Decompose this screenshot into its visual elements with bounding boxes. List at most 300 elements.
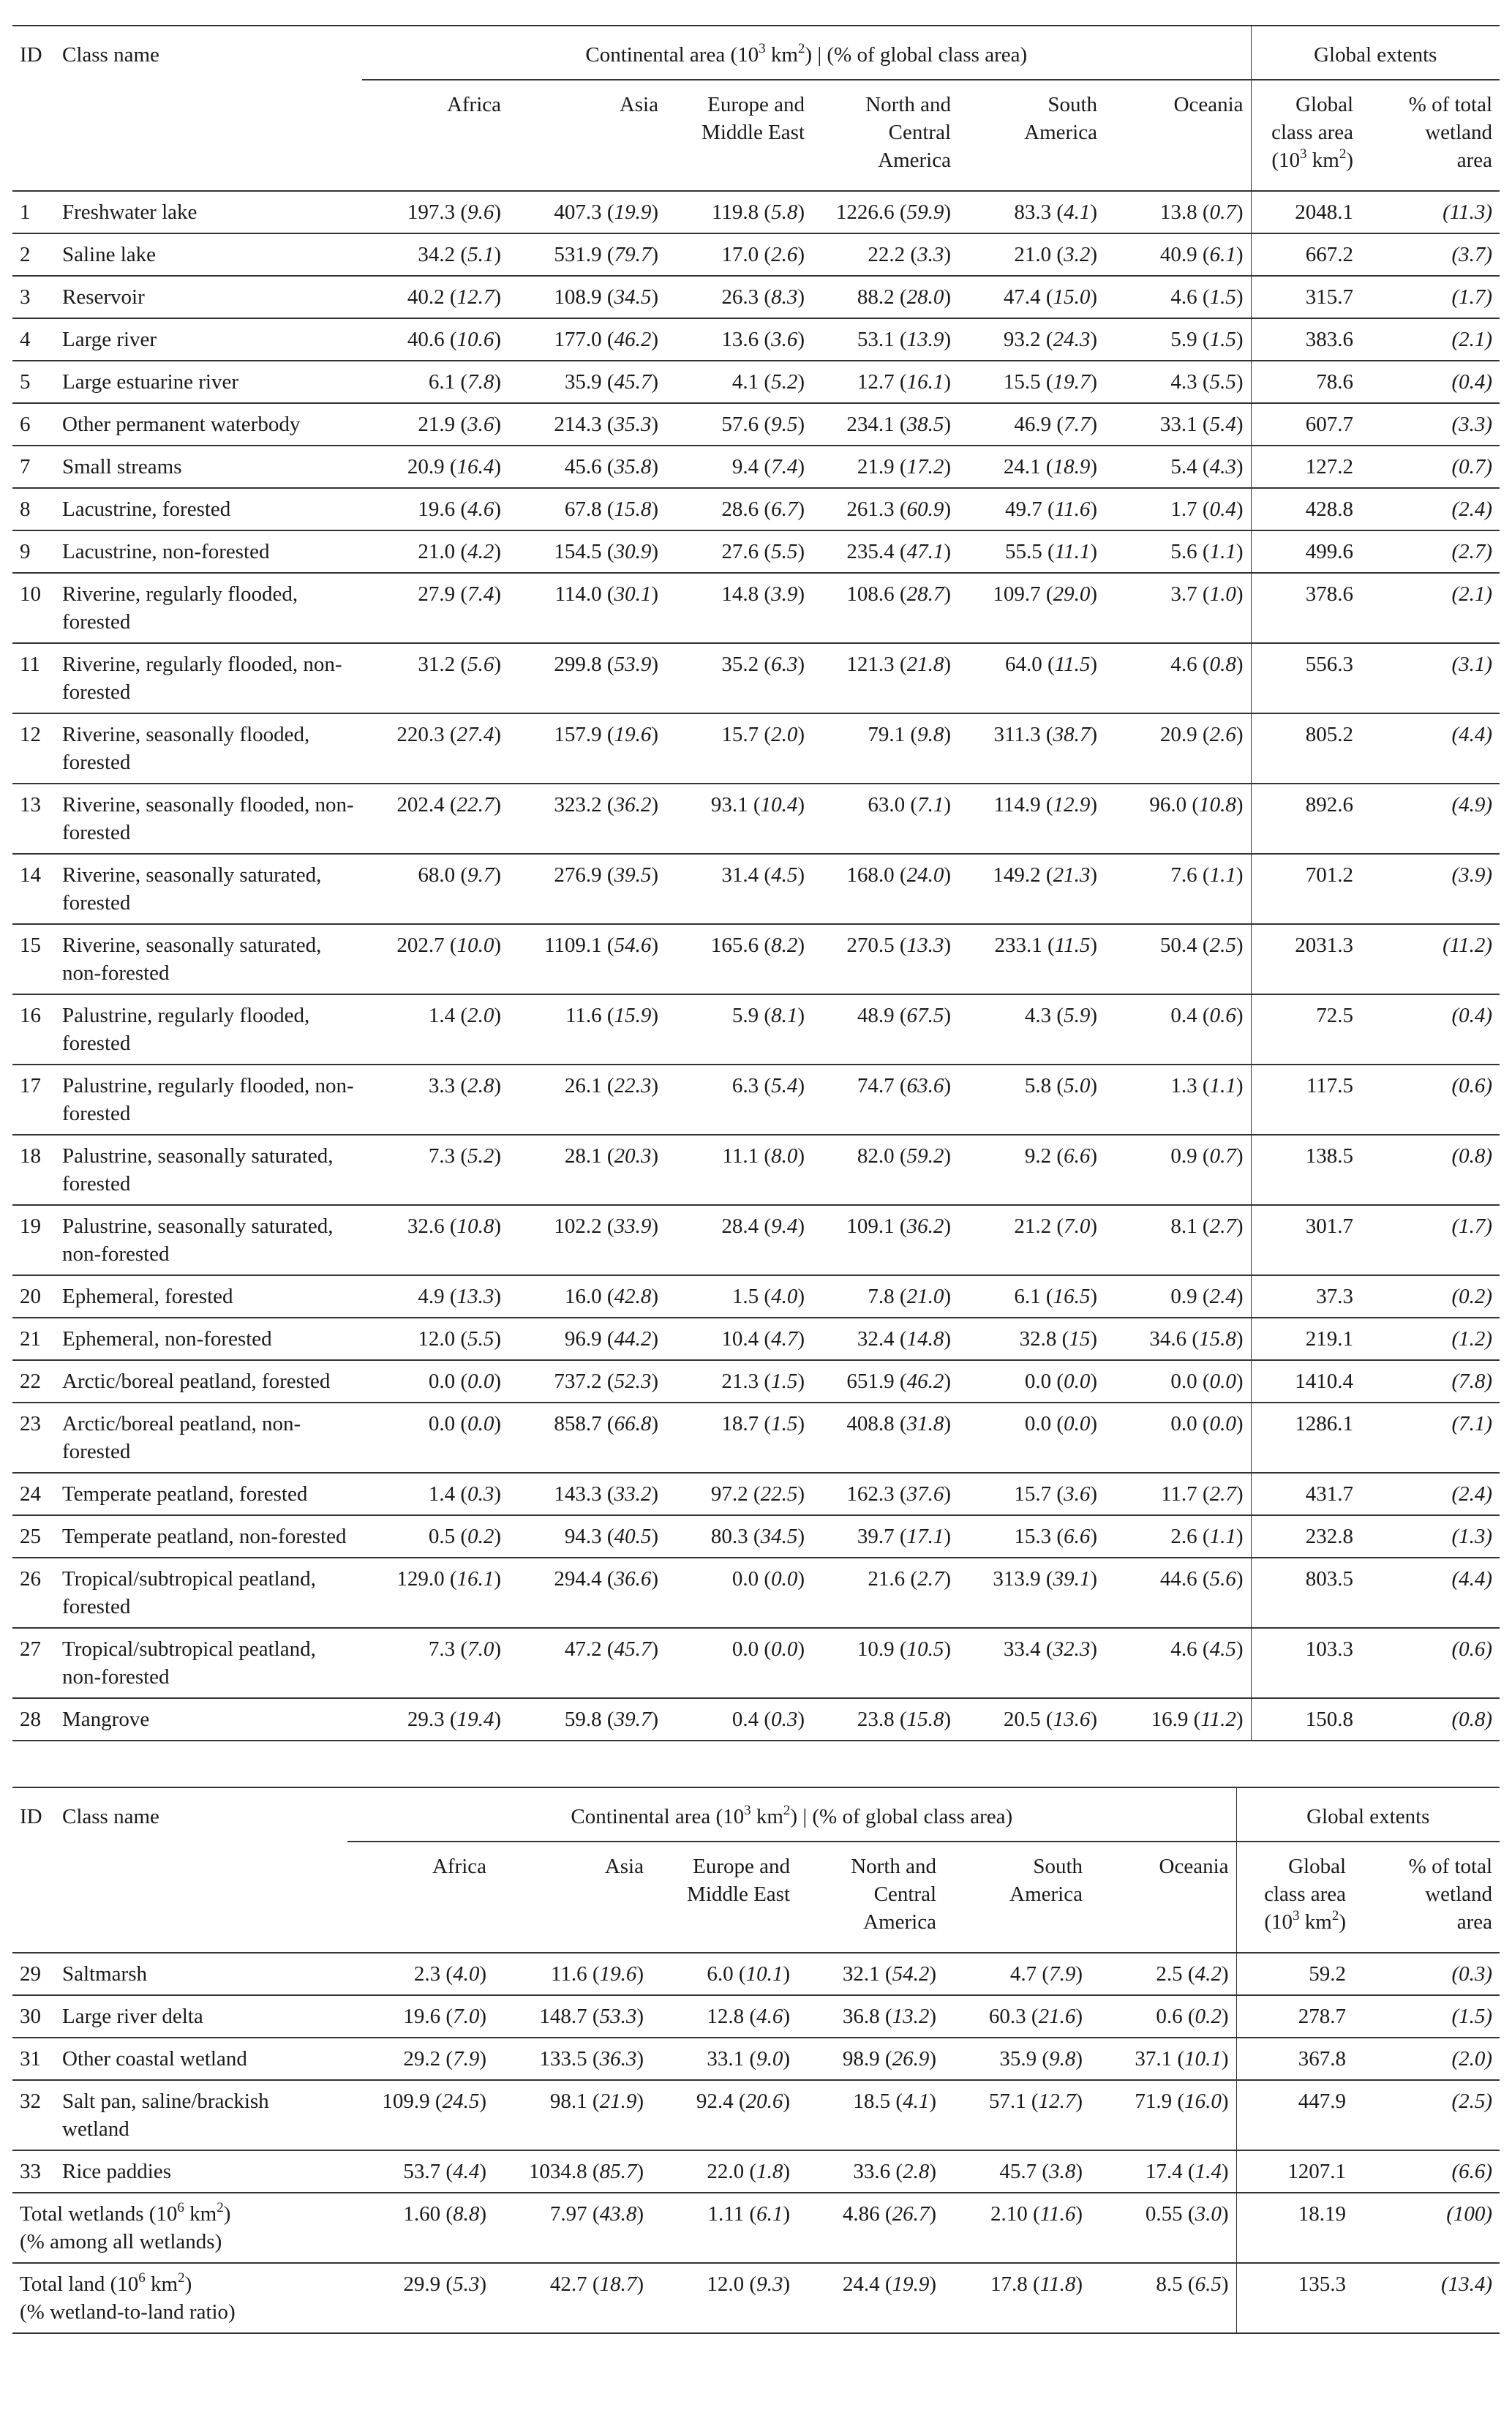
percent-value: 11.6	[1054, 498, 1091, 521]
area-value-cell: 17.8 (11.8)	[944, 2263, 1090, 2333]
percent-value: 33.9	[614, 1215, 652, 1238]
area-value-cell: 92.4 (20.6)	[651, 2080, 797, 2150]
area-value-cell: 4.86 (26.7)	[797, 2193, 944, 2263]
percent-value: 13.9	[906, 328, 944, 351]
area-value-cell: 220.3 (27.4)	[362, 713, 508, 784]
area-value: 9.4	[731, 455, 759, 478]
area-value: 0.9	[1170, 1144, 1197, 1168]
global-class-area: 805.2	[1251, 713, 1361, 784]
percent-value: 14.8	[906, 1327, 944, 1351]
area-value-cell: 154.5 (30.9)	[508, 530, 666, 573]
area-value: 4.9	[418, 1285, 445, 1308]
area-value-cell: 15.7 (3.6)	[958, 1473, 1105, 1515]
totals-row	[12, 2193, 1500, 2263]
percent-value: 0.4	[1209, 498, 1236, 521]
area-value-cell: 40.2 (12.7)	[362, 276, 508, 318]
global-class-area: 499.6	[1251, 530, 1361, 573]
area-value: 44.6	[1159, 1567, 1197, 1591]
area-value: 1226.6	[835, 200, 895, 224]
row-class-name: Lacustrine, non-forested	[55, 530, 362, 573]
area-value: 49.7	[1005, 498, 1042, 521]
pct-total-value: (13.4)	[1353, 2263, 1500, 2333]
exponent: 2	[217, 2200, 224, 2215]
global-class-area: 431.7	[1251, 1473, 1361, 1515]
area-value: 21.0	[418, 540, 456, 563]
row-class-name: Mangrove	[55, 1698, 362, 1741]
area-value: 737.2	[554, 1370, 602, 1393]
row-class-name: Riverine, seasonally saturated, forested	[55, 854, 362, 924]
percent-value: 28.7	[906, 582, 944, 606]
area-value-cell: 68.0 (9.7)	[362, 854, 508, 924]
area-value-cell: 4.9 (13.3)	[362, 1275, 508, 1318]
percent-value: 6.1	[756, 2202, 783, 2226]
pct-total-wetland: (2.1)	[1361, 318, 1500, 361]
row-class-name: Ephemeral, forested	[55, 1275, 362, 1318]
percent-value: 5.6	[1209, 1567, 1236, 1591]
area-value: 16.0	[564, 1285, 602, 1308]
pct-total-wetland: (1.3)	[1361, 1515, 1500, 1558]
area-value-cell: 63.0 (7.1)	[812, 784, 958, 854]
percent-value: 54.2	[892, 1962, 930, 1986]
percent-value: 1.4	[1195, 2160, 1222, 2183]
area-value-cell: 0.0 (0.0)	[666, 1628, 812, 1698]
percent-value: 3.9	[771, 582, 798, 606]
area-value-cell: 13.8 (0.7)	[1105, 191, 1251, 233]
percent-value: 19.6	[614, 723, 652, 746]
row-class-name: Tropical/subtropical peatland, non-forested	[55, 1628, 362, 1698]
percent-value: 0.0	[771, 1637, 798, 1661]
percent-value: 21.6	[1038, 2005, 1076, 2028]
area-value-cell: 102.2 (33.9)	[508, 1205, 666, 1275]
percent-value: 5.4	[1209, 413, 1236, 436]
percent-value: 39.7	[614, 1708, 652, 1731]
row-id: 9	[12, 530, 55, 573]
row-class-name: Other coastal wetland	[55, 2038, 347, 2080]
percent-value: 3.3	[917, 243, 944, 266]
percent-value: 11.5	[1054, 934, 1091, 957]
area-value-cell: 119.8 (5.8)	[666, 191, 812, 233]
area-value-cell: 32.6 (10.8)	[362, 1205, 508, 1275]
percent-value: 2.7	[1209, 1482, 1236, 1506]
global-class-area: 103.3	[1251, 1628, 1361, 1698]
area-value-cell: 34.6 (15.8)	[1105, 1318, 1251, 1360]
percent-value: 9.3	[756, 2272, 783, 2296]
row-id: 27	[12, 1628, 55, 1698]
row-id: 15	[12, 924, 55, 994]
percent-value: 16.5	[1053, 1285, 1091, 1308]
percent-value: 2.0	[771, 723, 798, 746]
area-value-cell: 1226.6 (59.9)	[812, 191, 958, 233]
area-value-cell: 2.3 (4.0)	[347, 1953, 494, 1995]
area-value-cell: 0.4 (0.6)	[1105, 994, 1251, 1065]
row-class-name: Tropical/subtropical peatland, forested	[55, 1558, 362, 1628]
unit: km	[751, 1805, 783, 1828]
area-value: 8.1	[1170, 1215, 1197, 1238]
area-value: 154.5	[554, 540, 602, 563]
area-value-cell: 39.7 (17.1)	[812, 1515, 958, 1558]
area-value-cell: 33.4 (32.3)	[958, 1628, 1105, 1698]
area-value: 2.6	[1170, 1525, 1197, 1548]
area-value-cell: 168.0 (24.0)	[812, 854, 958, 924]
pct-total-wetland: (2.1)	[1361, 573, 1500, 643]
percent-value: 13.6	[1053, 1708, 1091, 1731]
area-value-cell: 4.6 (0.8)	[1105, 643, 1251, 713]
area-value-cell: 12.8 (4.6)	[651, 1995, 797, 2038]
area-value: 60.3	[988, 2005, 1026, 2028]
table-row	[12, 1558, 1500, 1628]
area-value-cell: 1.3 (1.1)	[1105, 1065, 1251, 1135]
area-value-cell: 294.4 (36.6)	[508, 1558, 666, 1628]
area-value: 0.55	[1145, 2202, 1183, 2226]
area-value: 7.8	[868, 1285, 895, 1308]
header-line: wetland	[1425, 1883, 1493, 1906]
header-line: Europe and	[707, 93, 805, 116]
pct-total-wetland: (0.6)	[1361, 1065, 1500, 1135]
area-value: 80.3	[710, 1525, 748, 1548]
area-value-cell: 7.6 (1.1)	[1105, 854, 1251, 924]
area-value-cell: 96.9 (44.2)	[508, 1318, 666, 1360]
percent-value: 21.8	[906, 653, 944, 676]
area-value: 8.5	[1156, 2272, 1183, 2296]
area-value-cell: 97.2 (22.5)	[666, 1473, 812, 1515]
header-line: North and	[851, 1855, 936, 1878]
area-value-cell: 59.8 (39.7)	[508, 1698, 666, 1741]
area-value-cell: 133.5 (36.3)	[494, 2038, 651, 2080]
row-class-name: Temperate peatland, forested	[55, 1473, 362, 1515]
exponent: 3	[1300, 146, 1307, 162]
area-value-cell: 14.8 (3.9)	[666, 573, 812, 643]
area-value-cell: 299.8 (53.9)	[508, 643, 666, 713]
area-value: 83.3	[1014, 200, 1052, 224]
area-value-cell: 0.0 (0.0)	[362, 1403, 508, 1473]
percent-value: 7.9	[453, 2047, 480, 2071]
header-line: South	[1033, 1855, 1083, 1878]
continental-area-group-header	[362, 26, 1251, 80]
area-value: 109.9	[382, 2090, 430, 2113]
global-extents-group-header: Global extents	[1251, 26, 1500, 80]
area-value-cell: 29.9 (5.3)	[347, 2263, 494, 2333]
percent-value: 59.9	[906, 200, 944, 224]
area-value: 22.0	[707, 2160, 745, 2183]
header-line: % of total	[1408, 1855, 1493, 1878]
global-class-area: 301.7	[1251, 1205, 1361, 1275]
area-value: 16.9	[1151, 1708, 1189, 1731]
pct-total-wetland: (0.8)	[1361, 1135, 1500, 1205]
area-value-cell: 40.6 (10.6)	[362, 318, 508, 361]
percent-value: 2.5	[1209, 934, 1236, 957]
row-id: 7	[12, 446, 55, 488]
row-id: 17	[12, 1065, 55, 1135]
percent-value: 0.7	[1209, 1144, 1236, 1168]
area-value: 79.1	[868, 723, 906, 746]
area-value-cell: 233.1 (11.5)	[958, 924, 1105, 994]
table-row	[12, 191, 1500, 233]
global-class-area: 315.7	[1251, 276, 1361, 318]
area-value: 2.10	[990, 2202, 1028, 2226]
percent-value: 39.1	[1053, 1567, 1091, 1591]
area-value-cell: 7.3 (5.2)	[362, 1135, 508, 1205]
area-value-cell: 79.1 (9.8)	[812, 713, 958, 784]
area-value-cell: 108.9 (34.5)	[508, 276, 666, 318]
area-value: 22.2	[868, 243, 906, 266]
percent-value: 19.9	[892, 2272, 930, 2296]
area-value-cell: 6.0 (10.1)	[651, 1953, 797, 1995]
area-value: 5.6	[1170, 540, 1197, 563]
percent-value: 45.7	[614, 1637, 652, 1661]
percent-value: 2.6	[1209, 723, 1236, 746]
area-value: 13.6	[721, 328, 759, 351]
pct-total-wetland: (7.8)	[1361, 1360, 1500, 1403]
area-value: 3.7	[1170, 582, 1197, 606]
percent-value: 46.2	[614, 328, 652, 351]
percent-value: 32.3	[1053, 1637, 1091, 1661]
area-value-cell: 24.1 (18.9)	[958, 446, 1105, 488]
area-value: 14.8	[721, 582, 759, 606]
percent-value: 5.9	[1064, 1004, 1091, 1027]
area-value-cell: 21.9 (17.2)	[812, 446, 958, 488]
area-value-cell: 34.2 (5.1)	[362, 233, 508, 276]
area-value-cell: 19.6 (4.6)	[362, 488, 508, 530]
area-value-cell: 0.0 (0.0)	[1105, 1403, 1251, 1473]
pct-total-wetland: (1.2)	[1361, 1318, 1500, 1360]
percent-value: 2.4	[1209, 1285, 1236, 1308]
area-value: 109.7	[993, 582, 1041, 606]
header-line: Africa	[432, 1855, 486, 1878]
area-value-cell: 1.4 (0.3)	[362, 1473, 508, 1515]
area-value: 121.3	[846, 653, 895, 676]
area-value: 47.2	[564, 1637, 602, 1661]
header-line: North and	[865, 93, 951, 116]
percent-value: 8.8	[453, 2202, 480, 2226]
continent-column-header	[958, 80, 1105, 191]
area-value: 7.3	[428, 1144, 456, 1168]
area-value: 32.4	[857, 1327, 895, 1351]
area-value: 27.6	[721, 540, 759, 563]
row-id: 19	[12, 1205, 55, 1275]
area-value-cell: 21.2 (7.0)	[958, 1205, 1105, 1275]
area-value-cell: 121.3 (21.8)	[812, 643, 958, 713]
global-class-area: 892.6	[1251, 784, 1361, 854]
area-value-cell: 5.4 (4.3)	[1105, 446, 1251, 488]
pct-total-wetland: (1.7)	[1361, 276, 1500, 318]
table-row	[12, 1698, 1500, 1741]
exponent: 6	[138, 2270, 146, 2286]
header-line: America	[878, 149, 951, 172]
area-value-cell: 36.8 (13.2)	[797, 1995, 944, 2038]
global-class-area: 78.6	[1251, 361, 1361, 403]
totals-label-main: Total land ($10^6$ $km^2$)	[20, 2270, 192, 2296]
area-value: 20.5	[1003, 1708, 1041, 1731]
area-value: 23.8	[857, 1708, 895, 1731]
row-id: 16	[12, 994, 55, 1065]
area-value-cell: 311.3 (38.7)	[958, 713, 1105, 784]
area-value: 37.1	[1135, 2047, 1173, 2071]
row-class-name: Reservoir	[55, 276, 362, 318]
area-value: 858.7	[554, 1412, 602, 1435]
area-value: 15.7	[1014, 1482, 1052, 1506]
area-value-cell: 20.9 (16.4)	[362, 446, 508, 488]
row-class-name: Riverine, regularly flooded, non-forested	[55, 643, 362, 713]
percent-value: 5.8	[771, 200, 798, 224]
percent-value: 28.0	[906, 285, 944, 309]
area-value-cell: 3.7 (1.0)	[1105, 573, 1251, 643]
area-value-cell: 4.1 (5.2)	[666, 361, 812, 403]
area-value: 12.0	[418, 1327, 456, 1351]
header-line: % of total	[1408, 93, 1493, 116]
area-value-cell: 46.9 (7.7)	[958, 403, 1105, 446]
area-value: 34.6	[1149, 1327, 1187, 1351]
area-value: 108.6	[846, 582, 895, 606]
table-row	[12, 1628, 1500, 1698]
area-value: 4.3	[1024, 1004, 1052, 1027]
area-value: 2.3	[413, 1962, 441, 1986]
table-row	[12, 643, 1500, 713]
row-class-name: Riverine, seasonally saturated, non-forested	[55, 924, 362, 994]
unit-open: (10	[1264, 1910, 1293, 1934]
percent-value: 20.3	[614, 1144, 652, 1168]
continent-column-header	[1090, 1842, 1236, 1953]
percent-value: 13.3	[456, 1285, 494, 1308]
row-id: 26	[12, 1558, 55, 1628]
area-value: 3.3	[428, 1074, 456, 1097]
percent-value: 15.8	[614, 498, 652, 521]
area-value: 96.0	[1149, 793, 1187, 817]
global-class-area: 1286.1	[1251, 1403, 1361, 1473]
area-value-cell: 17.0 (2.6)	[666, 233, 812, 276]
percent-value: 1.5	[771, 1370, 798, 1393]
area-value: 0.0	[1170, 1412, 1197, 1435]
percent-value: 5.5	[467, 1327, 494, 1351]
area-value-cell: 82.0 (59.2)	[812, 1135, 958, 1205]
percent-value: 44.2	[614, 1327, 652, 1351]
pct-total-wetland: (0.8)	[1361, 1698, 1500, 1741]
header-line: America	[1009, 1883, 1083, 1906]
area-value: 1.11	[707, 2202, 745, 2226]
pct-total-wetland: (11.3)	[1361, 191, 1500, 233]
area-value: 97.2	[710, 1482, 748, 1506]
global-class-area: 219.1	[1251, 1318, 1361, 1360]
header-row-columns	[12, 80, 1500, 191]
percent-value: 16.0	[1184, 2090, 1222, 2113]
percent-value: 1.5	[1209, 285, 1236, 309]
percent-value: 0.0	[1064, 1412, 1091, 1435]
area-value: 68.0	[418, 863, 456, 887]
percent-value: 79.7	[614, 243, 652, 266]
global-extents-group-header: Global extents	[1236, 1787, 1500, 1842]
global-class-area: 37.3	[1251, 1275, 1361, 1318]
area-value-cell: 5.8 (5.0)	[958, 1065, 1105, 1135]
percent-value: 0.7	[1209, 200, 1236, 224]
percent-value: 4.7	[771, 1327, 798, 1351]
row-class-name: Palustrine, seasonally saturated, forested	[55, 1135, 362, 1205]
exponent: 6	[177, 2200, 184, 2215]
area-value: 29.9	[403, 2272, 441, 2296]
percent-value: 8.0	[771, 1144, 798, 1168]
area-value: 0.0	[1170, 1370, 1197, 1393]
area-value-cell: 57.1 (12.7)	[944, 2080, 1090, 2150]
area-value-cell: 109.1 (36.2)	[812, 1205, 958, 1275]
area-value-cell: 12.7 (16.1)	[812, 361, 958, 403]
percent-value: 33.2	[614, 1482, 652, 1506]
row-id: 14	[12, 854, 55, 924]
area-value: 0.0	[428, 1370, 456, 1393]
percent-value: 1.0	[1209, 582, 1236, 606]
area-value-cell: 129.0 (16.1)	[362, 1558, 508, 1628]
percent-value: 1.1	[1209, 1074, 1236, 1097]
area-value-cell: 1034.8 (85.7)	[494, 2150, 651, 2193]
area-value-cell: 31.2 (5.6)	[362, 643, 508, 713]
row-id: 11	[12, 643, 55, 713]
percent-value: 4.0	[453, 1962, 480, 1986]
area-value: 1.5	[731, 1285, 759, 1308]
area-value-cell: 10.9 (10.5)	[812, 1628, 958, 1698]
header-line	[1244, 1908, 1347, 1936]
percent-value: 5.6	[467, 653, 494, 676]
table-row	[12, 1403, 1500, 1473]
area-value: 50.4	[1159, 934, 1197, 957]
area-value-cell: 0.9 (0.7)	[1105, 1135, 1251, 1205]
area-value-cell: 20.9 (2.6)	[1105, 713, 1251, 784]
area-value: 98.9	[842, 2047, 880, 2071]
area-value-cell: 114.0 (30.1)	[508, 573, 666, 643]
area-value-cell: 114.9 (12.9)	[958, 784, 1105, 854]
percent-value: 35.8	[614, 455, 652, 478]
area-value: 4.6	[1170, 285, 1197, 309]
area-value: 129.0	[396, 1567, 445, 1591]
row-id: 5	[12, 361, 55, 403]
area-value: 108.9	[554, 285, 602, 309]
percent-value: 15.8	[906, 1708, 944, 1731]
area-value: 31.2	[418, 653, 456, 676]
pct-total-wetland: (0.6)	[1361, 1628, 1500, 1698]
percent-value: 16.4	[456, 455, 494, 478]
area-value: 88.2	[857, 285, 895, 309]
percent-value: 3.8	[1049, 2160, 1076, 2183]
area-value: 11.7	[1160, 1482, 1197, 1506]
table-row	[12, 233, 1500, 276]
row-class-name: Other permanent waterbody	[55, 403, 362, 446]
area-value: 21.9	[857, 455, 895, 478]
percent-value: 15.0	[1053, 285, 1091, 309]
row-id: 29	[12, 1953, 55, 1995]
area-value: 48.9	[857, 1004, 895, 1027]
row-class-name: Small streams	[55, 446, 362, 488]
area-value: 18.7	[721, 1412, 759, 1435]
table-row	[12, 854, 1500, 924]
table-row	[12, 403, 1500, 446]
area-value-cell: 1.4 (2.0)	[362, 994, 508, 1065]
area-value-cell: 0.0 (0.0)	[1105, 1360, 1251, 1403]
continent-column-header	[944, 1842, 1090, 1953]
row-id: 12	[12, 713, 55, 784]
area-value-cell: 4.6 (4.5)	[1105, 1628, 1251, 1698]
area-value: 0.0	[731, 1567, 759, 1591]
area-value-cell: 71.9 (16.0)	[1090, 2080, 1236, 2150]
percent-value: 54.6	[614, 934, 652, 957]
table-row	[12, 318, 1500, 361]
global-class-area: 232.8	[1251, 1515, 1361, 1558]
area-value: 149.2	[993, 863, 1041, 887]
percent-value: 22.3	[614, 1074, 652, 1097]
continent-column-header	[508, 80, 666, 191]
pct-total-wetland: (3.1)	[1361, 643, 1500, 713]
percent-value: 21.9	[599, 2090, 637, 2113]
exponent: 3	[1293, 1908, 1300, 1923]
totals-row	[12, 2263, 1500, 2333]
area-value-cell: 165.6 (8.2)	[666, 924, 812, 994]
global-class-area: 428.8	[1251, 488, 1361, 530]
area-value: 4.86	[842, 2202, 880, 2226]
